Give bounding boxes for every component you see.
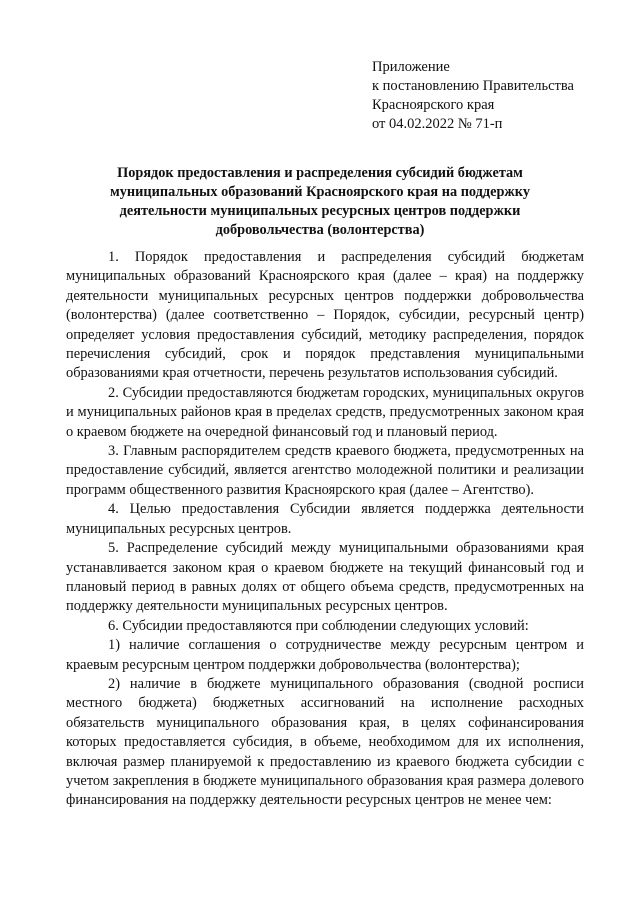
document-title: Порядок предоставления и распределения субсидий бюджетам муниципальных образований Красноярского края на поддержку деятельности муниципальных ресурсных центров поддержки добровольчества (волонтерства): [110, 165, 530, 238]
appendix-block: [372, 58, 574, 134]
paragraph-6: 6. Субсидии предоставляются при соблюдении следующих условий:: [108, 617, 529, 634]
paragraph-6-2: 2) наличие в бюджете муниципального образования (сводной росписи местного бюджета) бюджетных ассигнований на исполнение расходных обязательств муниципального образования края, в целях софинансирования которых предоставляется субсидия, в объеме, необходимом для их исполнения, включая размер планируемой к предоставлению из краевого бюджета субсидии с учетом закрепления в бюджете муниципального образования края размера долевого финансирования на поддержку деятельности ресурсных центров не менее чем:: [66, 675, 584, 809]
paragraph-3: 3. Главным распорядителем средств краевого бюджета, предусмотренных на предоставление субсидий, является агентство молодежной политики и реализации программ общественного развития Красноярского края (далее – Агентство).: [66, 443, 584, 498]
paragraph-2: 2. Субсидии предоставляются бюджетам городских, муниципальных округов и муниципальных районов края в пределах средств, предусмотренных законом края о краевом бюджете на очередной финансовый год и плановый период.: [66, 384, 584, 440]
paragraph-5: 5. Распределение субсидий между муниципальными образованиями края устанавливается законом края о краевом бюджете на текущий финансовый год и плановый период в равных долях от общего объема средств, предусмотренных на поддержку деятельности муниципальных ресурсных центров.: [66, 540, 584, 615]
appendix-line: Приложение: [372, 59, 450, 75]
appendix-line: Красноярского края: [372, 97, 495, 113]
appendix-line: к постановлению Правительства: [372, 78, 574, 94]
paragraph-6-1: 1) наличие соглашения о сотрудничестве между ресурсным центром и краевым ресурсным центром поддержки добровольчества (волонтерства);: [66, 637, 584, 673]
appendix-date-line: от 04.02.2022 № 71-п: [372, 116, 503, 132]
paragraph-4: 4. Целью предоставления Субсидии является поддержка деятельности муниципальных ресурсных центров.: [66, 501, 584, 537]
paragraph-1: 1. Порядок предоставления и распределения субсидий бюджетам муниципальных образований Красноярского края (далее – края) на поддержку деятельности муниципальных ресурсных центров поддержки добровольчества (волонтерства) (далее соответственно – Порядок, субсидии, ресурсный центр) определяет условия предоставления субсидий, методику распределения, порядок перечисления субсидий, срок и порядок представления муниципальными образованиями края отчетности, перечень результатов использования субсидий.: [66, 249, 584, 382]
document-body: [66, 248, 584, 811]
